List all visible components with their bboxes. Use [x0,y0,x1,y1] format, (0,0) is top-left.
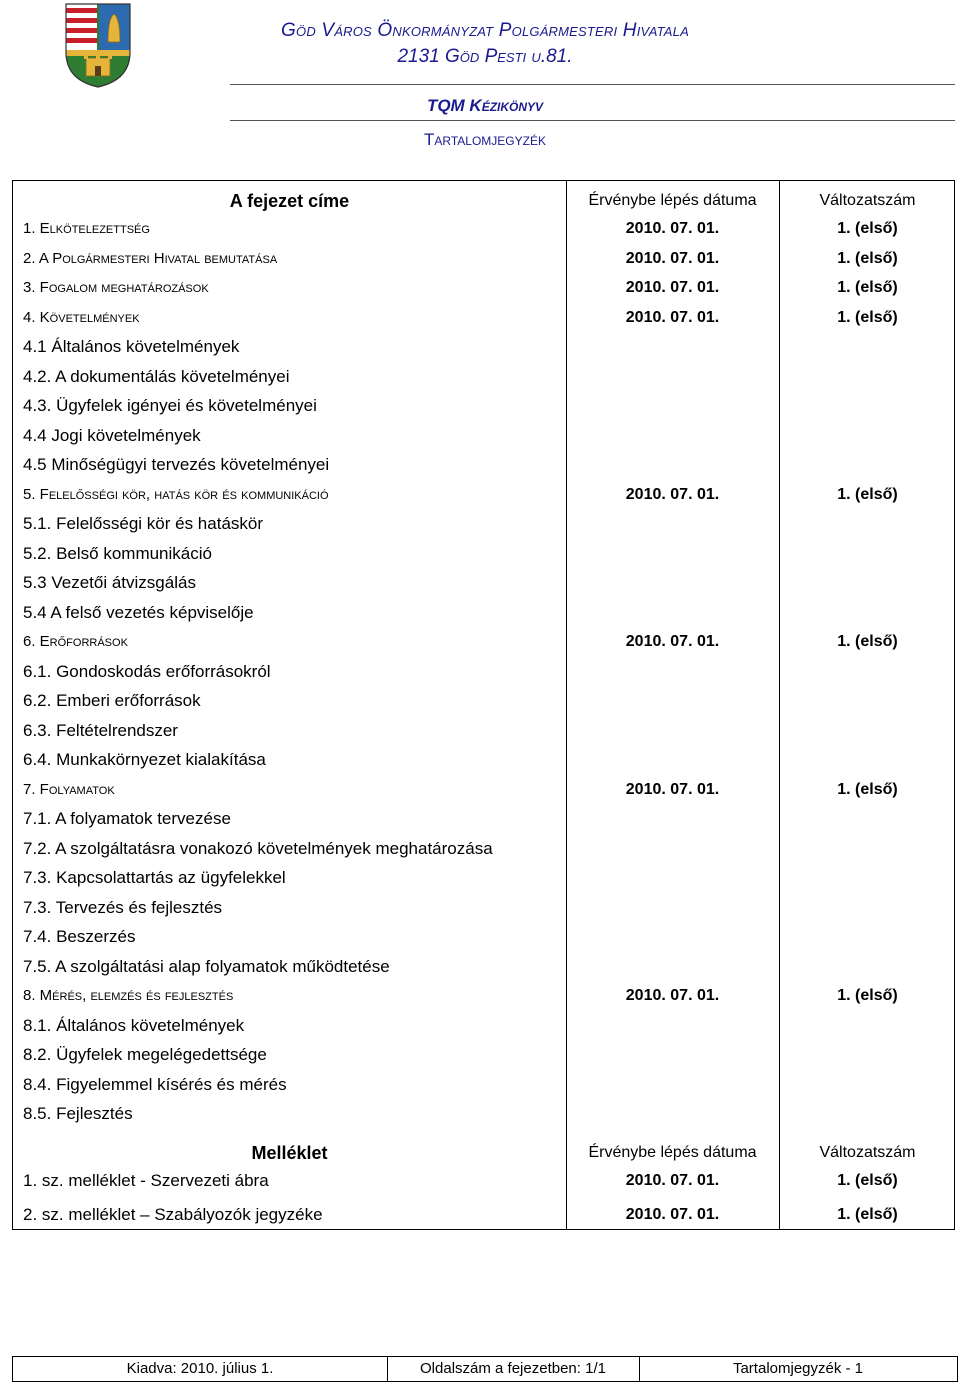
toc-entry-version: 1. (első) [837,308,898,326]
toc-entry-title: 7. Folyamatok [23,780,115,798]
toc-entry-title: 6.3. Feltételrendszer [23,720,178,740]
toc-entry-date: 2010. 07. 01. [625,987,720,1004]
toc-entry-title: 6.2. Emberi erőforrások [23,691,201,710]
toc-entry-title: 6.4. Munkakörnyezet kialakítása [23,750,266,769]
organization-name: Göd Város Önkormányzat Polgármesteri Hivatala [281,20,689,41]
toc-section-row [13,894,954,922]
toc-entry-title: 8.4. Figyelemmel kísérés és mérés [23,1074,287,1094]
toc-entry-title: 7.1. A folyamatok tervezése [23,809,231,828]
toc-entry-title: 1. Elkötelezettség [23,220,150,237]
annex-row [13,1167,954,1195]
toc-entry-title: 4.1 Általános követelmények [23,337,240,356]
toc-entry-title: 8.1. Általános követelmények [23,1015,245,1035]
toc-chapter-row [13,481,954,509]
toc-chapter-row [13,628,954,656]
toc-entry-title: 4.2. A dokumentálás követelményei [23,366,290,386]
city-coat-of-arms-icon [64,2,132,88]
toc-entry-title: 5.1. Felelősségi kör és hatáskör [23,514,264,533]
toc-section-row [13,746,954,774]
toc-entry-version: 1. (első) [837,485,898,503]
footer-issued: Kiadva: 2010. július 1. [13,1357,388,1381]
toc-section-row [13,333,954,361]
toc-entry-date: 2010. 07. 01. [625,249,720,267]
toc-entry-date: 2010. 07. 01. [625,220,720,237]
toc-entry-title: 3. Fogalom meghatározások [23,279,209,296]
toc-entry-title: 7.4. Beszerzés [23,927,136,946]
toc-entry-date: 2010. 07. 01. [625,308,720,326]
toc-section-row [13,864,954,892]
column-header-date: Érvénybe lépés dátuma [588,192,757,209]
toc-section-row [13,363,954,391]
toc-entry-title: 7.5. A szolgáltatási alap folyamatok működtetése [23,956,390,976]
toc-section-row [13,1071,954,1099]
toc-section-row [13,540,954,568]
toc-entry-title: 5.2. Belső kommunikáció [23,543,212,563]
toc-section-row [13,451,954,479]
toc-section-row [13,835,954,863]
annex-version: 1. (első) [837,1206,898,1223]
toc-section-row [13,805,954,833]
header-divider [230,84,955,85]
toc-section-row [13,953,954,981]
toc-entry-title: 7.2. A szolgáltatásra vonakozó követelmények meghatározása [23,838,493,858]
toc-chapter-row [13,245,954,273]
toc-entry-date: 2010. 07. 01. [625,279,720,296]
toc-entry-title: 8.5. Fejlesztés [23,1104,133,1123]
toc-entry-title: 6. Erőforrások [23,633,128,650]
toc-entry-version: 1. (első) [837,279,898,296]
toc-entry-title: 5.4 A felső vezetés képviselője [23,602,254,622]
toc-chapter-row [13,776,954,804]
toc-entry-version: 1. (első) [837,249,898,267]
toc-entry-title: 7.3. Kapcsolattartás az ügyfelekkel [23,868,286,887]
toc-entry-version: 1. (első) [837,633,898,650]
toc-entry-title: 8. Mérés, elemzés és fejlesztés [23,987,234,1004]
toc-chapter-row [13,304,954,332]
toc-section-row [13,1100,954,1128]
annex-title: 2. sz. melléklet – Szabályozók jegyzéke [23,1205,323,1224]
header-divider [230,120,955,121]
toc-entry-title: 2. A Polgármesteri Hivatal bemutatása [23,249,278,267]
page-footer [12,1356,958,1382]
annex-header-version: Változatszám [819,1144,916,1161]
organization-address: 2131 Göd Pesti u.81. [397,46,573,67]
toc-entry-title: 4.3. Ügyfelek igényei és követelményei [23,396,317,415]
toc-section-row [13,923,954,951]
column-header-title: A fejezet címe [229,191,350,211]
annex-row [13,1201,954,1229]
toc-chapter-row [13,215,954,243]
toc-section-row [13,1012,954,1040]
annex-version: 1. (első) [837,1172,898,1189]
annex-header-title: Melléklet [251,1143,328,1163]
annex-title: 1. sz. melléklet - Szervezeti ábra [23,1171,269,1190]
toc-entry-date: 2010. 07. 01. [625,633,720,650]
toc-entry-version: 1. (első) [837,780,898,798]
toc-section-row [13,658,954,686]
toc-section-row [13,717,954,745]
table-header [13,187,954,215]
manual-title: TQM Kézikönyv [426,96,544,115]
toc-entry-title: 5. Felelősségi kör, hatás kör és kommunikáció [23,485,329,503]
toc-entry-title: 5.3 Vezetői átvizsgálás [23,573,196,592]
annex-header [13,1139,954,1167]
footer-page-in-chapter: Oldalszám a fejezetben: 1/1 [387,1357,640,1381]
toc-entry-date: 2010. 07. 01. [625,485,720,503]
toc-entry-title: 4.4 Jogi követelmények [23,425,201,445]
toc-section-row [13,1041,954,1069]
toc-section-row [13,687,954,715]
toc-entry-date: 2010. 07. 01. [625,780,720,798]
column-header-version: Változatszám [819,192,916,209]
toc-entry-title: 6.1. Gondoskodás erőforrásokról [23,661,271,681]
toc-entry-title: 7.3. Tervezés és fejlesztés [23,897,223,917]
toc-entry-version: 1. (első) [837,220,898,237]
organization-header [230,20,740,68]
toc-entry-title: 4. Követelmények [23,308,140,326]
page-title: Tartalomjegyzék [424,130,546,149]
toc-chapter-row [13,982,954,1010]
toc-table [12,180,955,1230]
toc-section-row [13,392,954,420]
annex-header-date: Érvénybe lépés dátuma [588,1144,757,1161]
toc-section-row [13,422,954,450]
toc-entry-title: 8.2. Ügyfelek megelégedettsége [23,1045,267,1064]
toc-chapter-row [13,274,954,302]
toc-section-row [13,569,954,597]
toc-entry-title: 4.5 Minőségügyi tervezés követelményei [23,455,330,474]
footer-page-number: Tartalomjegyzék - 1 [732,1360,864,1377]
annex-date: 2010. 07. 01. [625,1172,720,1189]
toc-entry-version: 1. (első) [837,987,898,1004]
toc-section-row [13,510,954,538]
toc-section-row [13,599,954,627]
annex-date: 2010. 07. 01. [625,1206,720,1223]
